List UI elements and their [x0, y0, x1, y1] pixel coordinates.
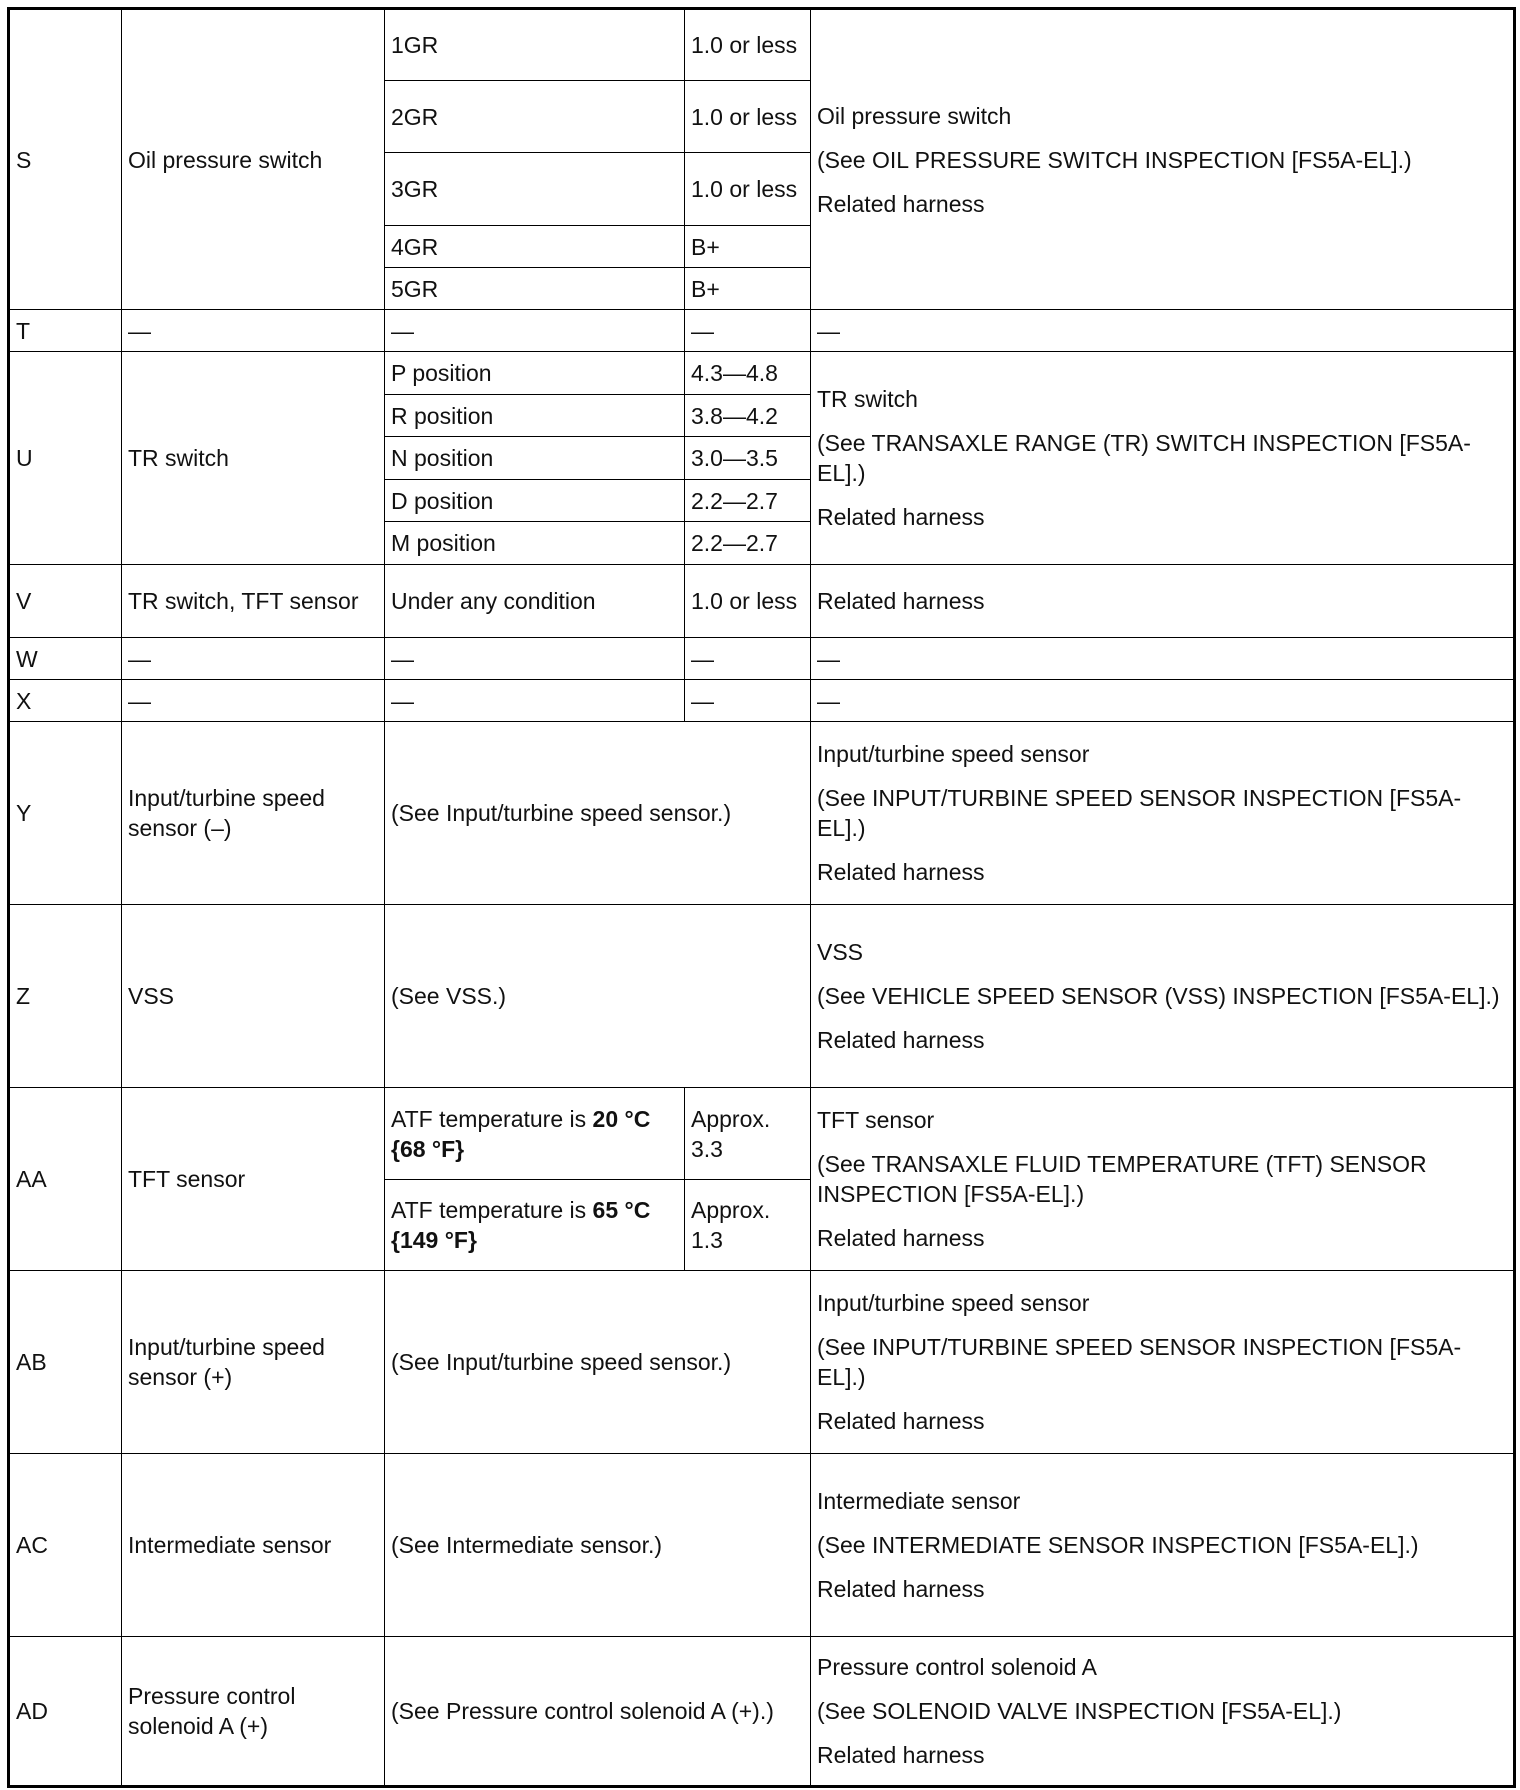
terminal-cell: AA [9, 1088, 122, 1271]
voltage-cell: B+ [685, 226, 811, 268]
terminal-cell: X [9, 680, 122, 722]
terminal-cell: W [9, 638, 122, 680]
table-row [9, 565, 1515, 638]
condition-cell: N position [385, 437, 685, 480]
connected-to-cell: Oil pressure switch [122, 9, 385, 310]
voltage-cell: 2.2—2.7 [685, 522, 811, 565]
action-cell [811, 1454, 1515, 1637]
action-item: TFT sensor [817, 1107, 935, 1133]
voltage-cell: 1.0 or less [685, 81, 811, 153]
connected-to-cell: Intermediate sensor [122, 1454, 385, 1637]
voltage-cell: 4.3—4.8 [685, 352, 811, 395]
action-item: Related harness [817, 1742, 985, 1768]
condition-cell: P position [385, 352, 685, 395]
condition-cell: 3GR [385, 153, 685, 226]
voltage-cell: — [685, 680, 811, 722]
connected-to-cell: TR switch, TFT sensor [122, 565, 385, 638]
inspection-reference: (See VEHICLE SPEED SENSOR (VSS) INSPECTION [FS5A-EL].) [817, 983, 1500, 1009]
action-cell [811, 905, 1515, 1088]
temperature-value: 65 °C {149 °F} [391, 1197, 651, 1253]
action-item: Input/turbine speed sensor [817, 741, 1090, 767]
action-cell: — [811, 680, 1515, 722]
condition-cell: 2GR [385, 81, 685, 153]
action-item: Related harness [817, 1408, 985, 1434]
action-item: Pressure control solenoid A [817, 1654, 1097, 1680]
condition-cell: Under any condition [385, 565, 685, 638]
action-item: VSS [817, 939, 864, 965]
condition-cell: (See Intermediate sensor.) [385, 1454, 811, 1637]
connected-to-cell: Input/turbine speed sensor (+) [122, 1271, 385, 1454]
inspection-reference: (See SOLENOID VALVE INSPECTION [FS5A-EL].) [817, 1698, 1342, 1724]
terminal-voltage-table-page [7, 7, 1513, 1786]
temperature-value: 20 °C {68 °F} [391, 1105, 651, 1162]
inspection-reference: (See INPUT/TURBINE SPEED SENSOR INSPECTION [FS5A-EL].) [817, 1334, 1462, 1390]
connected-to-cell: TFT sensor [122, 1088, 385, 1271]
condition-cell: 1GR [385, 9, 685, 81]
voltage-cell: 2.2—2.7 [685, 480, 811, 522]
inspection-reference: (See INTERMEDIATE SENSOR INSPECTION [FS5A-EL].) [817, 1532, 1419, 1558]
voltage-cell: 1.0 or less [685, 9, 811, 81]
action-cell [811, 1271, 1515, 1454]
table-row [9, 1271, 1515, 1454]
action-item: Related harness [817, 504, 985, 530]
voltage-cell: 1.0 or less [685, 153, 811, 226]
table-row [9, 638, 1515, 680]
table-row [9, 680, 1515, 722]
action-cell [811, 352, 1515, 565]
action-item: Related harness [817, 1027, 985, 1053]
table-row [9, 1088, 1515, 1180]
table-row [9, 310, 1515, 352]
action-item: Related harness [817, 1576, 985, 1602]
condition-cell: — [385, 680, 685, 722]
voltage-cell: 1.0 or less [685, 565, 811, 638]
voltage-cell: — [685, 310, 811, 352]
terminal-voltage-table [7, 7, 1516, 1788]
terminal-cell: AD [9, 1637, 122, 1787]
action-cell: — [811, 638, 1515, 680]
voltage-cell: — [685, 638, 811, 680]
action-cell [811, 1088, 1515, 1271]
inspection-reference: (See TRANSAXLE FLUID TEMPERATURE (TFT) SENSOR INSPECTION [FS5A-EL].) [817, 1151, 1427, 1207]
condition-cell: R position [385, 395, 685, 437]
terminal-cell: V [9, 565, 122, 638]
connected-to-cell: VSS [122, 905, 385, 1088]
condition-cell: (See Input/turbine speed sensor.) [385, 1271, 811, 1454]
condition-cell: 4GR [385, 226, 685, 268]
terminal-cell: S [9, 9, 122, 310]
connected-to-cell: — [122, 310, 385, 352]
action-cell: — [811, 310, 1515, 352]
voltage-cell: B+ [685, 268, 811, 310]
table-row [9, 1454, 1515, 1637]
condition-cell: ATF temperature is 20 °C {68 °F} [385, 1088, 685, 1180]
voltage-cell: Approx. 1.3 [685, 1180, 811, 1271]
action-item: Related harness [817, 859, 985, 885]
action-cell [811, 722, 1515, 905]
table-row [9, 352, 1515, 395]
terminal-cell: U [9, 352, 122, 565]
connected-to-cell: — [122, 638, 385, 680]
action-cell [811, 565, 1515, 638]
condition-cell: D position [385, 480, 685, 522]
terminal-cell: Y [9, 722, 122, 905]
action-cell [811, 9, 1515, 310]
connected-to-cell: Pressure control solenoid A (+) [122, 1637, 385, 1787]
connected-to-cell: Input/turbine speed sensor (–) [122, 722, 385, 905]
action-item: Oil pressure switch [817, 102, 1012, 129]
terminal-cell: AB [9, 1271, 122, 1454]
voltage-cell: 3.8—4.2 [685, 395, 811, 437]
action-item: Intermediate sensor [817, 1488, 1021, 1514]
condition-cell: ATF temperature is 65 °C {149 °F} [385, 1180, 685, 1271]
terminal-cell: T [9, 310, 122, 352]
connected-to-cell: — [122, 680, 385, 722]
condition-cell: M position [385, 522, 685, 565]
action-cell [811, 1637, 1515, 1787]
table-row [9, 9, 1515, 81]
action-item: TR switch [817, 386, 918, 412]
action-item: Related harness [817, 1225, 985, 1251]
condition-cell: — [385, 638, 685, 680]
condition-cell: — [385, 310, 685, 352]
action-item: Related harness [817, 190, 985, 217]
action-item: Input/turbine speed sensor [817, 1290, 1090, 1316]
inspection-reference: (See INPUT/TURBINE SPEED SENSOR INSPECTION [FS5A-EL].) [817, 785, 1462, 841]
condition-cell: (See VSS.) [385, 905, 811, 1088]
terminal-cell: Z [9, 905, 122, 1088]
table-row [9, 1637, 1515, 1787]
condition-cell: (See Input/turbine speed sensor.) [385, 722, 811, 905]
terminal-cell: AC [9, 1454, 122, 1637]
inspection-reference: (See TRANSAXLE RANGE (TR) SWITCH INSPECTION [FS5A-EL].) [817, 430, 1471, 486]
table-row [9, 722, 1515, 905]
inspection-reference: (See OIL PRESSURE SWITCH INSPECTION [FS5A-EL].) [817, 146, 1412, 173]
voltage-cell: 3.0—3.5 [685, 437, 811, 480]
condition-cell: 5GR [385, 268, 685, 310]
table-row [9, 905, 1515, 1088]
voltage-cell: Approx. 3.3 [685, 1088, 811, 1180]
condition-cell: (See Pressure control solenoid A (+).) [385, 1637, 811, 1787]
connected-to-cell: TR switch [122, 352, 385, 565]
action-item: Related harness [817, 588, 985, 614]
